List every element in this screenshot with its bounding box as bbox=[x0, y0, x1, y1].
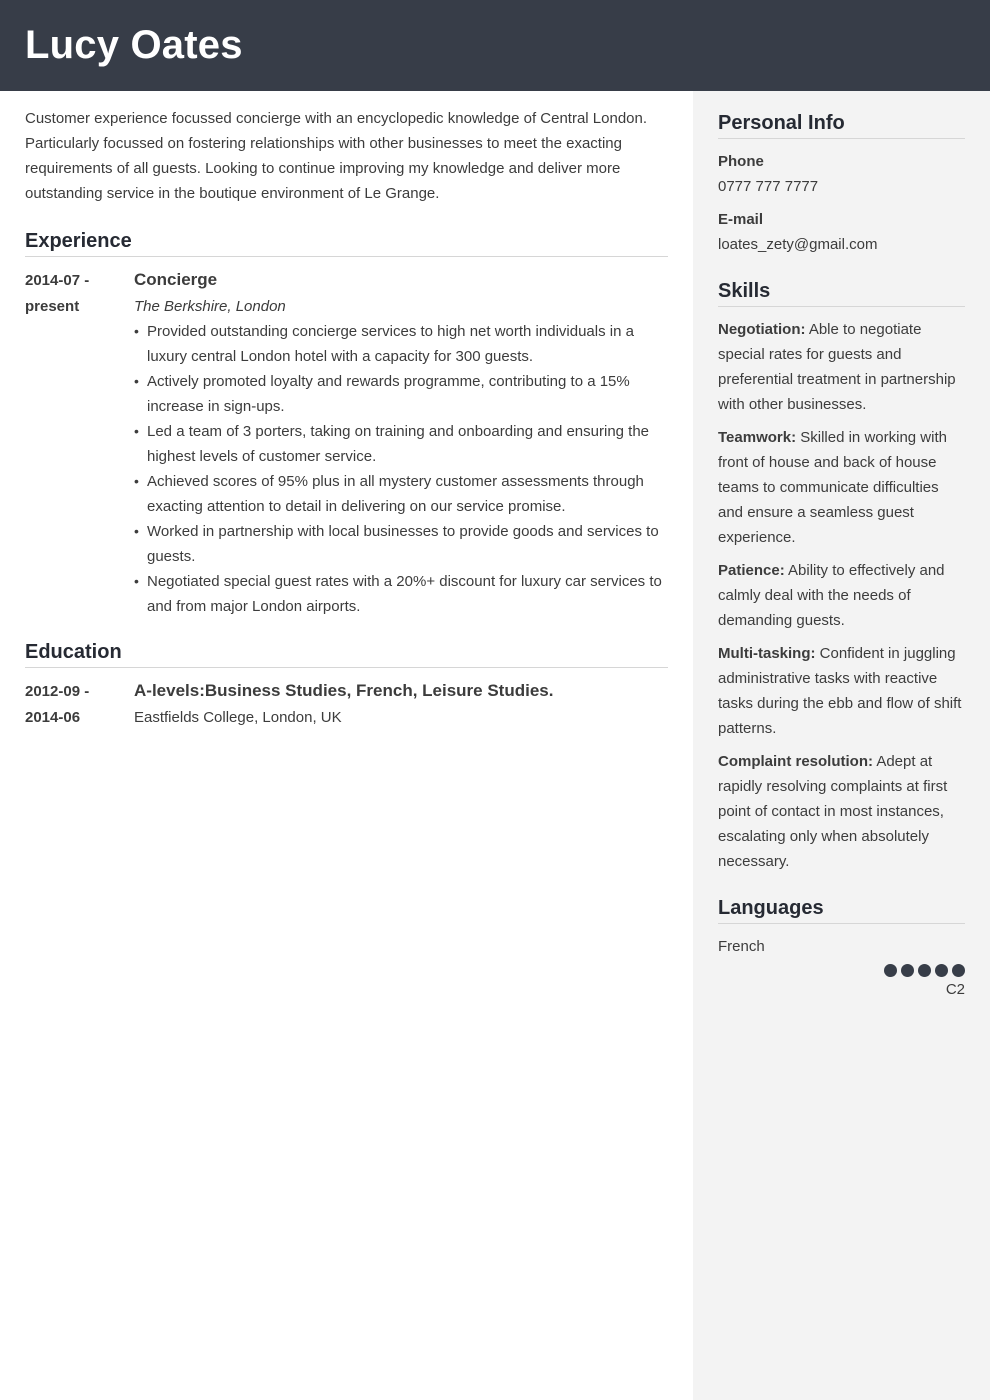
date-start: 2012-09 - bbox=[25, 683, 90, 700]
resume-header bbox=[0, 0, 990, 91]
phone-label: Phone bbox=[718, 153, 764, 170]
filled-dot-icon bbox=[884, 964, 897, 977]
language-name: French bbox=[718, 938, 765, 955]
skill-name: Multi-tasking: bbox=[718, 645, 816, 662]
skill-name: Complaint resolution: bbox=[718, 753, 873, 770]
filled-dot-icon bbox=[901, 964, 914, 977]
list-item: • Led a team of 3 porters, taking on training and onboarding and ensuring the highest levels of customer service. bbox=[134, 419, 668, 469]
sidebar bbox=[693, 91, 990, 1400]
experience-dates bbox=[25, 268, 134, 619]
skill-description: Confident in juggling administrative tasks with reactive tasks during the ebb and flow of shift patterns. bbox=[718, 645, 962, 737]
skill-description: Able to negotiate special rates for guests and preferential treatment in partnership with other businesses. bbox=[718, 321, 956, 413]
main-column bbox=[25, 91, 668, 731]
job-title: Concierge bbox=[134, 270, 218, 289]
list-item: • Worked in partnership with local businesses to provide goods and services to guests. bbox=[134, 519, 668, 569]
profile-summary: Customer experience focussed concierge with an encyclopedic knowledge of Central London. Particularly focussed on fostering relationships with other businesses to meet the exacting requirements of all guests. Looking to continue improving my knowledge and deliver more outstanding service in the boutique environment of Le Grange. bbox=[25, 110, 648, 202]
education-dates bbox=[25, 679, 134, 731]
email-value: loates_zety@gmail.com bbox=[718, 236, 878, 253]
date-start: 2014-07 - bbox=[25, 272, 90, 289]
personal-info-heading: Personal Info bbox=[718, 110, 965, 139]
language-proficiency-dots bbox=[718, 964, 965, 977]
filled-dot-icon bbox=[935, 964, 948, 977]
email-label: E-mail bbox=[718, 211, 764, 228]
skill-item bbox=[718, 425, 965, 550]
school-name: Eastfields College, London, UK bbox=[134, 709, 342, 726]
skill-name: Negotiation: bbox=[718, 321, 806, 338]
responsibilities-list bbox=[134, 319, 668, 619]
skills-heading: Skills bbox=[718, 278, 965, 307]
skill-description: Skilled in working with front of house and back of house teams to communicate difficulties and ensure a seamless guest experience. bbox=[718, 429, 947, 546]
skill-item bbox=[718, 749, 965, 874]
company-name: The Berkshire, London bbox=[134, 298, 286, 315]
list-item: • Provided outstanding concierge services to high net worth individuals in a luxury central London hotel with a capacity for 300 guests. bbox=[134, 319, 668, 369]
experience-entry bbox=[25, 268, 668, 619]
skill-item bbox=[718, 641, 965, 741]
languages-heading: Languages bbox=[718, 895, 965, 924]
skill-name: Patience: bbox=[718, 562, 785, 579]
education-heading: Education bbox=[25, 639, 668, 668]
list-item: • Achieved scores of 95% plus in all mystery customer assessments through exacting attention to detail in delivering on our service promise. bbox=[134, 469, 668, 519]
list-item: • Actively promoted loyalty and rewards programme, contributing to a 15% increase in sign-ups. bbox=[134, 369, 668, 419]
skill-item bbox=[718, 558, 965, 633]
filled-dot-icon bbox=[952, 964, 965, 977]
candidate-name: Lucy Oates bbox=[25, 23, 243, 67]
skill-item bbox=[718, 317, 965, 417]
skill-description: Adept at rapidly resolving complaints at first point of contact in most instances, escalating only when absolutely necessary. bbox=[718, 753, 948, 870]
language-level: C2 bbox=[945, 981, 965, 998]
date-end: present bbox=[25, 298, 80, 315]
education-entry bbox=[25, 679, 668, 731]
phone-value: 0777 777 7777 bbox=[718, 178, 819, 195]
skill-description: Ability to effectively and calmly deal with the needs of demanding guests. bbox=[718, 562, 945, 629]
degree-title: A-levels:Business Studies, French, Leisure Studies. bbox=[134, 681, 554, 700]
date-end: 2014-06 bbox=[25, 709, 81, 726]
experience-heading: Experience bbox=[25, 228, 668, 257]
list-item: • Negotiated special guest rates with a 20%+ discount for luxury car services to and from major London airports. bbox=[134, 569, 668, 619]
skills-list bbox=[718, 317, 965, 874]
skill-name: Teamwork: bbox=[718, 429, 797, 446]
filled-dot-icon bbox=[918, 964, 931, 977]
